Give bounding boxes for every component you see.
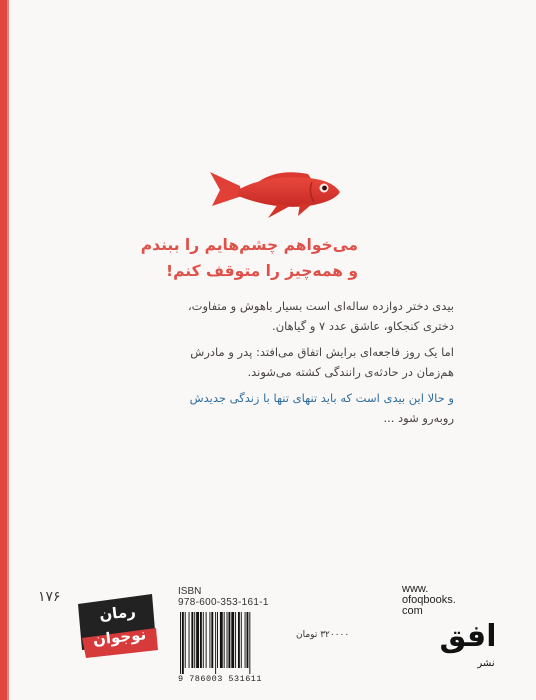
series-badge-line1: رمان	[98, 602, 137, 624]
price: ۳۲۰۰۰۰ تومان	[296, 630, 350, 640]
synopsis-line: هم‌زمان در حادثه‌ی رانندگی کشته می‌شوند.	[247, 365, 454, 379]
synopsis-paragraph	[94, 296, 454, 336]
isbn-label: ISBN	[178, 586, 202, 597]
barcode-icon	[178, 612, 290, 674]
tagline-line: می‌خواهم چشم‌هایم را ببندم	[140, 236, 358, 254]
synopsis-line: روبه‌رو شود ...	[383, 411, 454, 425]
synopsis-line: بیدی دختر دوازده ساله‌ای است بسیار باهوش و متفاوت،	[187, 299, 454, 313]
isbn-number: 978-600-353-161-1	[178, 597, 269, 608]
website-line: ofoqbooks.	[402, 594, 456, 606]
page-count: ۱۷۶	[38, 589, 61, 605]
spine-shadow	[7, 0, 9, 700]
barcode-digits: 9 786003 531611	[178, 674, 263, 684]
synopsis-paragraph	[94, 342, 454, 382]
publisher-logo-text: افق	[439, 619, 497, 654]
tagline	[118, 232, 358, 284]
synopsis-line-highlight: و حالا این بیدی است که باید تنهای تنها با زندگی جدیدش	[189, 391, 454, 405]
website-line: com	[402, 605, 423, 617]
publisher-block	[402, 584, 502, 684]
synopsis	[94, 296, 454, 434]
publisher-logo-subtext: نشر	[477, 658, 495, 669]
barcode-block	[178, 586, 398, 686]
synopsis-paragraph	[94, 388, 454, 428]
tagline-line: و همه‌چیز را متوقف کنم!	[166, 262, 358, 280]
website-line: www.	[402, 583, 429, 595]
synopsis-line: دختری کنجکاو، عاشق عدد ۷ و گیاهان.	[272, 319, 454, 333]
publisher-logo	[438, 612, 498, 670]
series-badge-line2: نوجوان	[92, 625, 147, 649]
series-badge-logo	[76, 584, 160, 666]
synopsis-line: اما یک روز فاجعه‌ای برایش اتفاق می‌افتد: پدر و مادرش	[190, 345, 454, 359]
book-spine-edge	[0, 0, 7, 700]
red-fish-icon	[208, 166, 344, 222]
